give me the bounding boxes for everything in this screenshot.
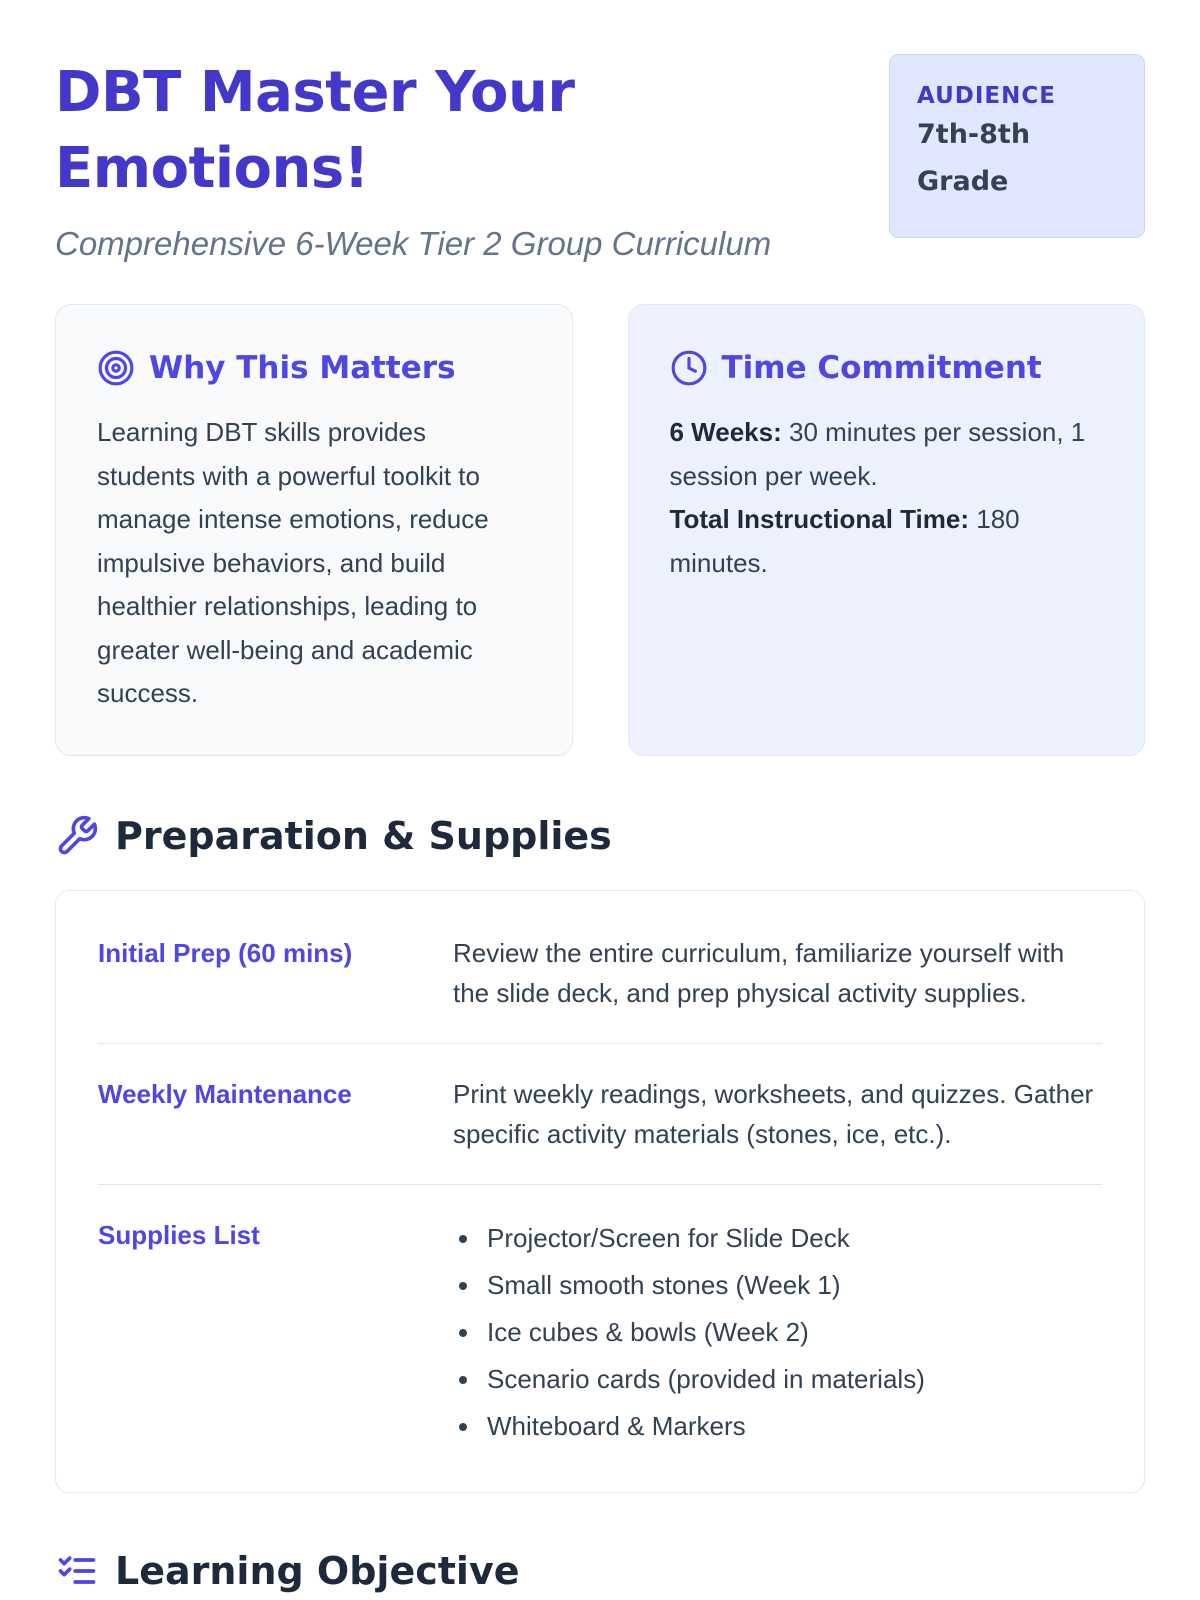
list-item: Small smooth stones (Week 1) bbox=[453, 1262, 925, 1309]
audience-label: AUDIENCE bbox=[917, 83, 1056, 109]
list-item: Whiteboard & Markers bbox=[453, 1403, 925, 1450]
header bbox=[55, 0, 1145, 300]
page-title: DBT Master Your Emotions! bbox=[55, 60, 575, 201]
audience-value: 7th-8th Grade bbox=[917, 119, 1031, 197]
prep-row-text: Print weekly readings, worksheets, and quizzes. Gather specific activity materials (stones, ice, etc.). bbox=[453, 1079, 1094, 1149]
time-card-title: Time Commitment bbox=[721, 350, 1042, 386]
list-item: Projector/Screen for Slide Deck bbox=[453, 1215, 925, 1262]
prep-section-heading bbox=[55, 814, 1145, 858]
weeks-label: 6 Weeks: bbox=[669, 417, 782, 447]
why-card bbox=[55, 304, 573, 756]
prep-row bbox=[98, 1185, 1102, 1480]
wrench-icon bbox=[55, 814, 99, 858]
why-card-body: Learning DBT skills provides students with a powerful toolkit to manage intense emotions, reduce impulsive behaviors, and build healthier relationships, leading to greater well-being and academic success. bbox=[97, 417, 489, 708]
weeks-text: 30 minutes per session, 1 session per week. bbox=[669, 417, 1086, 491]
supplies-list bbox=[453, 1215, 925, 1450]
prep-section-title: Preparation & Supplies bbox=[115, 814, 612, 858]
list-item: Scenario cards (provided in materials) bbox=[453, 1356, 925, 1403]
page-subtitle: Comprehensive 6-Week Tier 2 Group Curriculum bbox=[55, 225, 772, 262]
prep-row-text: Review the entire curriculum, familiarize yourself with the slide deck, and prep physical activity supplies. bbox=[453, 938, 1065, 1008]
target-icon bbox=[97, 349, 135, 387]
total-time-label: Total Instructional Time: bbox=[669, 504, 970, 534]
total-time-text: 180 minutes. bbox=[669, 504, 1020, 578]
list-item: Ice cubes & bowls (Week 2) bbox=[453, 1309, 925, 1356]
prep-row-label: Initial Prep (60 mins) bbox=[98, 938, 353, 968]
objective-section-title: Learning Objective bbox=[115, 1549, 520, 1593]
prep-table bbox=[55, 890, 1145, 1493]
why-card-title: Why This Matters bbox=[149, 350, 456, 386]
prep-row bbox=[98, 1044, 1102, 1185]
info-cards bbox=[55, 304, 1145, 756]
audience-badge bbox=[889, 54, 1145, 238]
clock-icon bbox=[670, 349, 708, 387]
list-check-icon bbox=[55, 1549, 99, 1593]
prep-row-label: Supplies List bbox=[98, 1220, 260, 1250]
prep-row-label: Weekly Maintenance bbox=[98, 1079, 352, 1109]
time-card-body bbox=[670, 411, 1104, 585]
prep-row bbox=[98, 903, 1102, 1044]
objective-section-heading bbox=[55, 1549, 1145, 1593]
time-card bbox=[628, 304, 1146, 756]
